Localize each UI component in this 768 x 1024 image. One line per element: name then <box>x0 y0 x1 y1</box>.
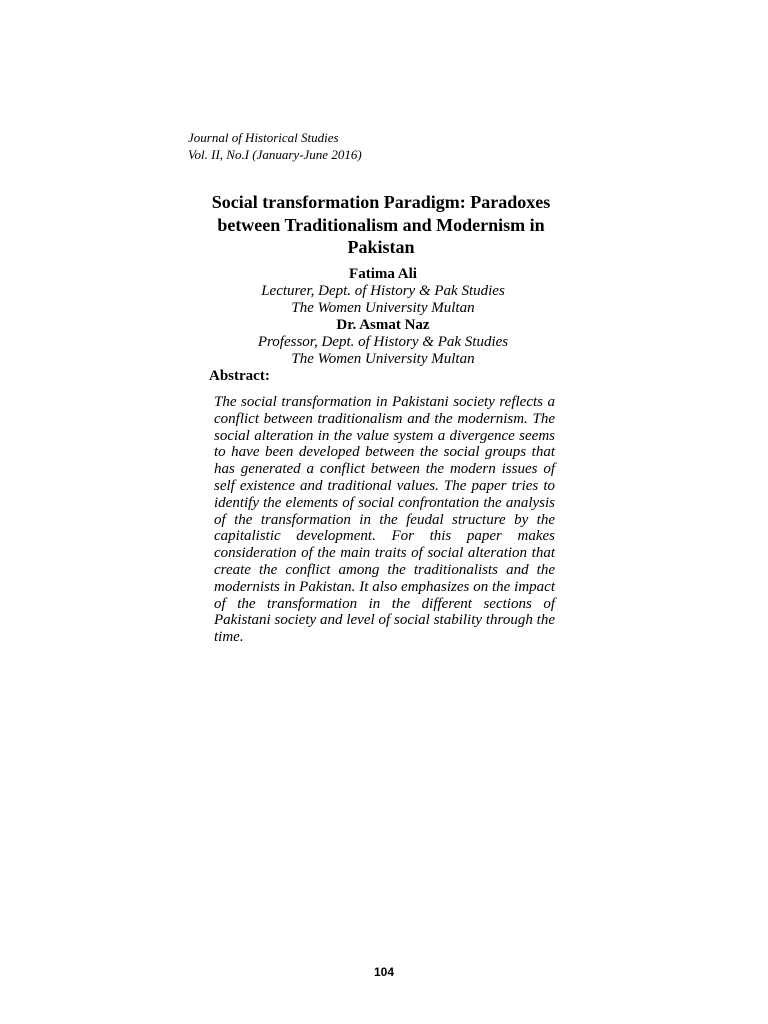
journal-header <box>188 129 362 163</box>
author-block <box>200 266 566 368</box>
volume-info: Vol. II, No.I (January-June 2016) <box>188 147 362 162</box>
journal-name: Journal of Historical Studies <box>188 130 339 145</box>
paper-title: Social transformation Paradigm: Paradoxes between Traditionalism and Modernism in Pakistan <box>211 192 551 257</box>
author-name: Dr. Asmat Naz <box>336 317 430 333</box>
page-number: 104 <box>373 965 395 979</box>
author-position: Professor, Dept. of History & Pak Studies <box>257 334 509 350</box>
author-institution: The Women University Multan <box>291 300 475 316</box>
author-institution: The Women University Multan <box>291 351 475 367</box>
author-position: Lecturer, Dept. of History & Pak Studies <box>261 283 505 299</box>
author-name: Fatima Ali <box>349 266 417 282</box>
abstract-heading: Abstract: <box>209 368 270 384</box>
abstract-text: The social transformation in Pakistani society reflects a conflict between traditionalism and the modernism. The social alteration in the value system a divergence seems to have been developed between the social groups that has generated a conflict between the modern issues of self existence and traditional values. The paper tries to identify the elements of social confrontation the analysis of the transformation in the feudal structure by the capitalistic development. For this paper makes consideration of the main traits of social alteration that create the conflict among the traditionalists and the modernists in Pakistan. It also emphasizes on the impact of the transformation in the different sections of Pakistani society and level of social stability through the time. <box>214 394 555 646</box>
